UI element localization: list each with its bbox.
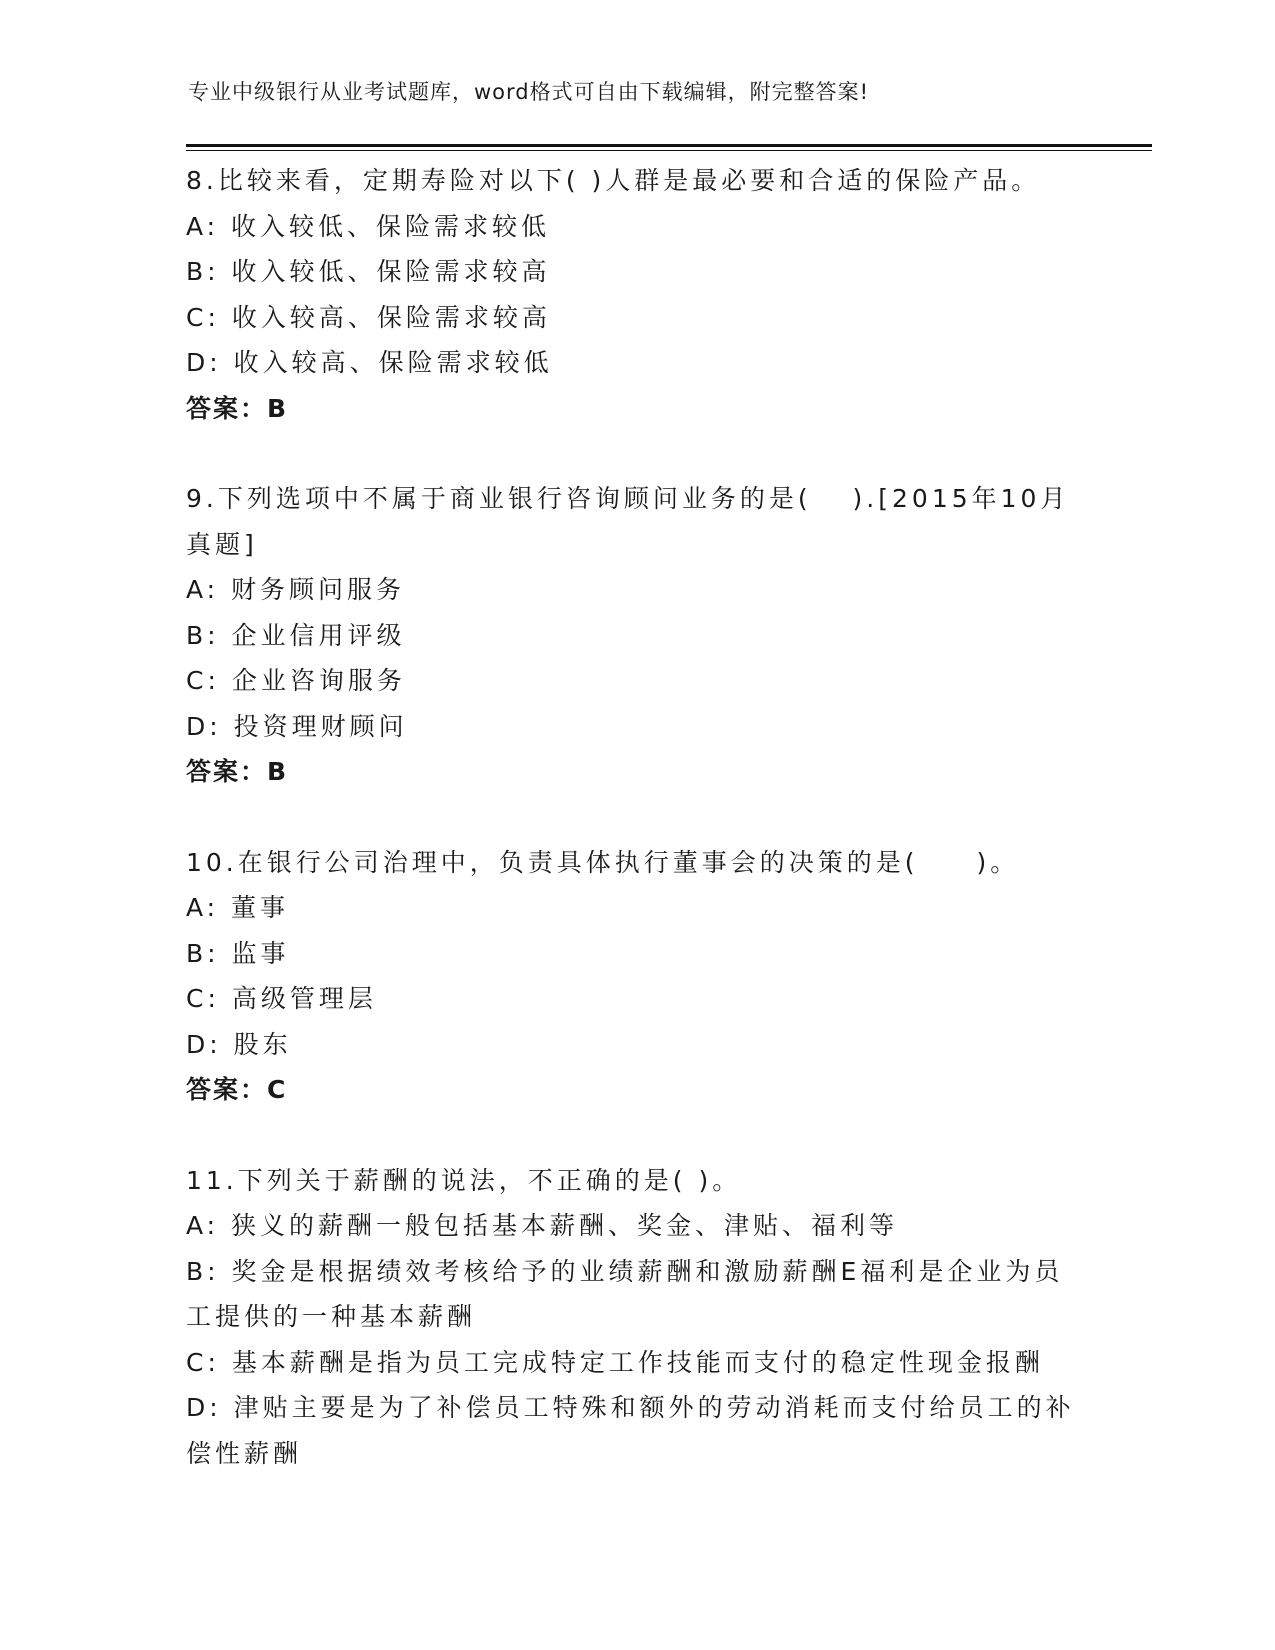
header-rule-thin <box>186 150 1152 151</box>
answer: 答案：C <box>186 1075 288 1104</box>
page-header: 专业中级银行从业考试题库，word格式可自由下载编辑，附完整答案! <box>188 80 870 104</box>
option-b: B: 企业信用评级 <box>186 620 406 650</box>
question-stem: 11.下列关于薪酬的说法，不正确的是( )。 <box>186 1165 742 1195</box>
option-b: B: 监事 <box>186 938 290 968</box>
option-d: D: 收入较高、保险需求较低 <box>186 348 553 377</box>
question-stem: 9.下列选项中不属于商业银行咨询顾问业务的是( ).[2015年10月真题] <box>186 484 1070 559</box>
option-b: B: 收入较低、保险需求较高 <box>186 257 551 286</box>
option-c: C: 高级管理层 <box>186 984 377 1013</box>
question-11 <box>186 1158 1086 1477</box>
question-list <box>186 158 1086 1521</box>
question-8 <box>186 158 1086 431</box>
option-d: D: 股东 <box>186 1029 292 1059</box>
option-a: A: 收入较低、保险需求较低 <box>186 211 551 241</box>
option-a: A: 董事 <box>186 893 290 922</box>
option-d: D: 投资理财顾问 <box>186 711 408 741</box>
option-b: B: 奖金是根据绩效考核给予的业绩薪酬和激励薪酬E福利是企业为员工提供的一种基本薪酬 <box>186 1256 1064 1331</box>
option-a: A: 财务顾问服务 <box>186 575 406 604</box>
answer: 答案：B <box>186 393 289 423</box>
question-9 <box>186 476 1086 795</box>
option-c: C: 基本薪酬是指为员工完成特定工作技能而支付的稳定性现金报酬 <box>186 1347 1044 1377</box>
answer: 答案：B <box>186 757 289 786</box>
question-stem: 10.在银行公司治理中，负责具体执行董事会的决策的是( )。 <box>186 847 1020 877</box>
header-rule-thick <box>186 144 1152 147</box>
option-a: A: 狭义的薪酬一般包括基本薪酬、奖金、津贴、福利等 <box>186 1211 899 1240</box>
question-10 <box>186 840 1086 1113</box>
option-c: C: 企业咨询服务 <box>186 666 406 695</box>
question-stem: 8.比较来看，定期寿险对以下( )人群是最必要和合适的保险产品。 <box>186 166 1041 195</box>
option-d: D: 津贴主要是为了补偿员工特殊和额外的劳动消耗而支付给员工的补偿性薪酬 <box>186 1393 1075 1468</box>
option-c: C: 收入较高、保险需求较高 <box>186 302 551 332</box>
